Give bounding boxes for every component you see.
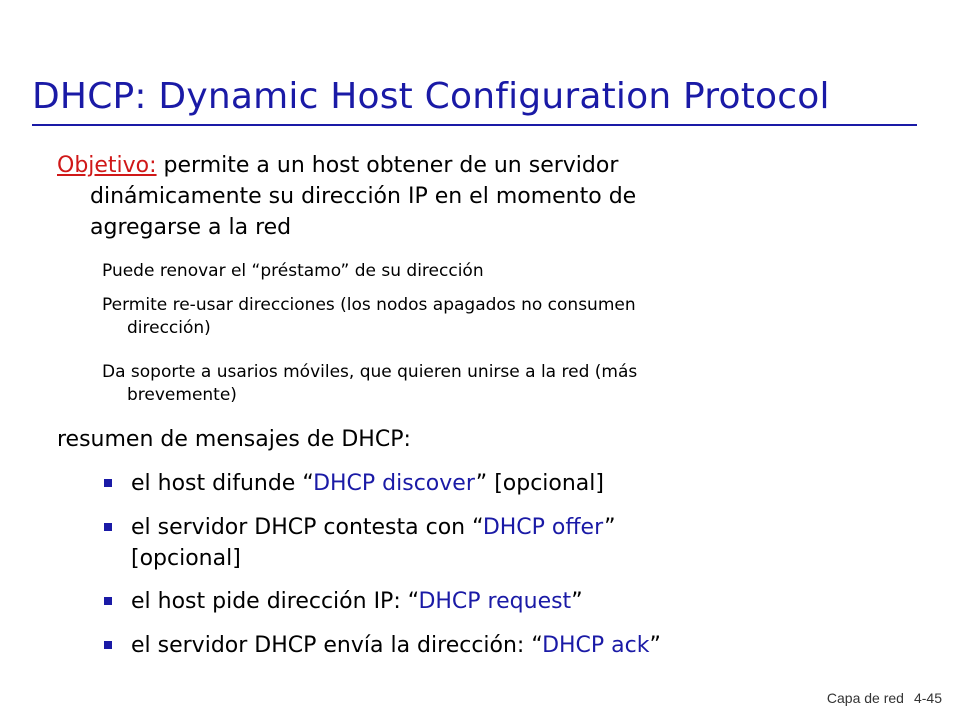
bullet-item <box>104 512 824 574</box>
dhcp-message-name: DHCP ack <box>542 633 650 658</box>
sub-item-text-continued: brevemente) <box>127 385 237 405</box>
bullet-square-icon <box>104 641 112 649</box>
bullet-text: el servidor DHCP envía la dirección: “DHCP ack” <box>131 633 661 658</box>
sub-item <box>102 361 882 407</box>
bullet-text-continued: [opcional] <box>131 546 241 571</box>
bullet-text: el servidor DHCP contesta con “DHCP offer” <box>131 515 616 540</box>
dhcp-message-name: DHCP discover <box>313 471 476 496</box>
sub-item-text: Permite re-usar direcciones (los nodos apagados no consumen <box>102 295 636 315</box>
bullet-item <box>104 468 824 499</box>
objective-paragraph <box>57 150 857 243</box>
bullet-square-icon <box>104 523 112 531</box>
sub-item <box>102 294 882 340</box>
bullet-square-icon <box>104 479 112 487</box>
dhcp-message-name: DHCP offer <box>482 515 605 540</box>
dhcp-message-name: DHCP request <box>418 589 572 614</box>
bullet-text: el host pide dirección IP: “DHCP request” <box>131 589 583 614</box>
objective-text-line-1: permite a un host obtener de un servidor <box>156 153 619 178</box>
bullet-item <box>104 586 824 617</box>
summary-heading: resumen de mensajes de DHCP: <box>57 427 411 452</box>
sub-item-text: Da soporte a usarios móviles, que quieren unirse a la red (más <box>102 362 638 382</box>
bullet-text: el host difunde “DHCP discover” [opcional] <box>131 471 604 496</box>
sub-item-text-continued: dirección) <box>127 318 211 338</box>
bullet-square-icon <box>104 597 112 605</box>
objective-label: Objetivo: <box>57 153 157 178</box>
slide-title: DHCP: Dynamic Host Configuration Protocol <box>32 76 830 117</box>
objective-text-line-3: agregarse a la red <box>90 215 292 240</box>
bullet-item <box>104 630 824 661</box>
page-number: 4-45 <box>913 690 942 706</box>
objective-text-line-2: dinámicamente su dirección IP en el momento de <box>90 184 637 209</box>
title-underline <box>32 124 917 126</box>
sub-item-text: Puede renovar el “préstamo” de su dirección <box>102 261 484 281</box>
sub-item <box>102 260 882 283</box>
footer-section-label: Capa de red <box>826 690 904 706</box>
slide-footer <box>827 690 942 706</box>
